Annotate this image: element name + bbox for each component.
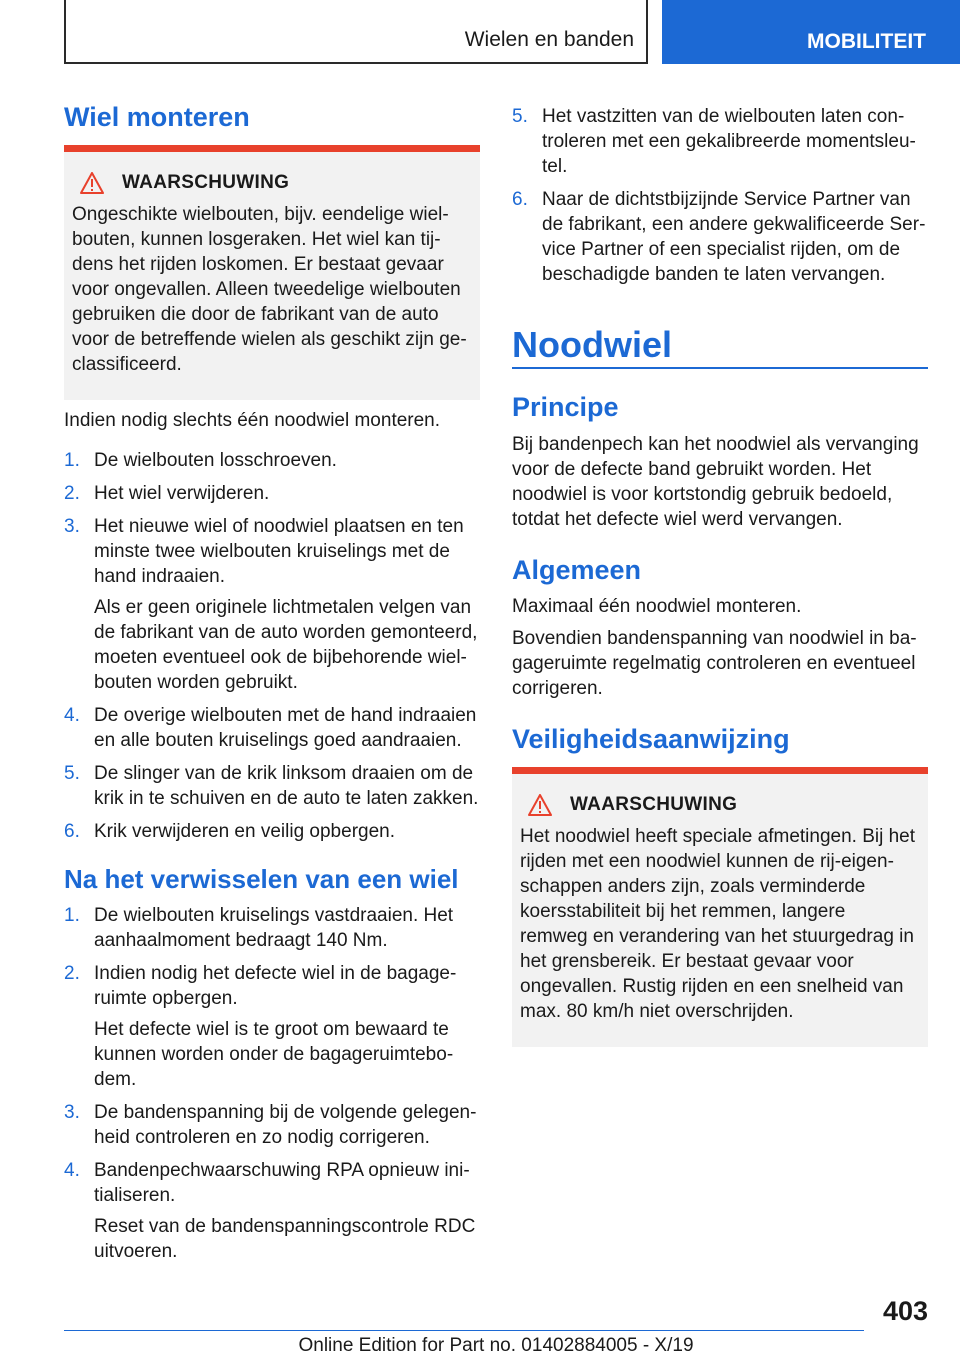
intro-text: Indien nodig slechts één noodwiel monteren. [64,410,441,431]
algemeen-text-1: Maximaal één noodwiel monteren. [512,596,802,617]
heading-na-verwisselen: Na het verwisselen van een wiel [64,864,459,894]
page-number: 403 [882,1296,928,1326]
principe-text: Bij bandenpech kan het noodwiel als vervanging voor de defecte band gebruikt worden. Het noodwiel is voor kortstondig gebruik bedoeld, totdat het defecte wiel werd vervangen. [512,434,919,530]
warning-text: Ongeschikte wielbouten, bijv. eendelige wielbouten, kunnen losgeraken. Het wiel kan tijdens het rijden loskomen. Er bestaat gevaar voor ongevallen. Alleen tweedelige wielbouten gebruiken die door de fabrikant van de auto voor de betreffende wielen als geschikt zijn geclassificeerd. [72,204,467,375]
warning-box-wielbouten [64,145,480,400]
warning-title: WAARSCHUWING [122,172,290,193]
list-item: 4. Bandenpechwaarschuwing RPA opnieuw initialiseren. Reset van de bandenspanningscontrole RDC uitvoeren. [64,1160,476,1262]
list-item: 1. De wielbouten kruiselings vastdraaien. Het aanhaalmoment bedraagt 140 Nm. [64,905,454,951]
list-item: 5. Het vastzitten van de wielbouten laten controleren met een gekalibreerde momentsleutel. [512,106,916,177]
steps-list-continued [512,104,928,295]
list-item: 1. De wielbouten losschroeven. [64,450,337,471]
header-chapter-tab[interactable] [662,0,960,64]
header-chapter-title: MOBILITEIT [807,30,926,53]
list-item: 3. Het nieuwe wiel of noodwiel plaatsen en ten minste twee wielbouten kruiselings met de hand indraaien. Als er geen originele lichtmetalen velgen van de fabrikant van de auto worden gemonteerd, moeten eventueel ook de bijbehorende wielbouten worden gebruikt. [64,516,478,693]
list-item: 2. Het wiel verwijderen. [64,483,270,504]
list-item: 5. De slinger van de krik linksom draaien om de krik in te schuiven en de auto te laten zakken. [64,763,479,809]
list-item: 6. Krik verwijderen en veilig opbergen. [64,821,395,842]
warning-title: WAARSCHUWING [570,794,738,815]
heading-algemeen: Algemeen [512,555,642,585]
heading-rule [512,367,928,369]
footer-edition: Online Edition for Part no. 01402884005 - X/19 [298,1335,694,1356]
heading-noodwiel: Noodwiel [512,324,672,365]
header-section-box [64,0,648,64]
heading-principe: Principe [512,392,619,422]
warning-triangle-icon [528,794,552,816]
header-section-title: Wielen en banden [464,28,634,51]
steps-list-monteren [64,448,480,852]
algemeen-text-2: Bovendien bandenspanning van noodwiel in bagageruimte regelmatig controleren en eventueel corrigeren. [512,628,917,699]
warning-triangle-icon [80,172,104,194]
heading-veiligheidsaanwijzing: Veiligheidsaanwijzing [512,724,790,754]
footer-rule [64,1330,864,1331]
list-item: 3. De bandenspanning bij de volgende gelegenheid controleren en zo nodig corrigeren. [64,1102,477,1148]
steps-list-na-verwisselen [64,903,480,1272]
list-item: 6. Naar de dichtstbijzijnde Service Partner van de fabrikant, een andere gekwalificeerde Service Partner of een specialist rijden, om de beschadigde banden te laten vervangen. [512,189,926,285]
list-item: 4. De overige wielbouten met de hand indraaien en alle bouten kruiselings goed aandraaien. [64,705,477,751]
warning-text: Het noodwiel heeft speciale afmetingen. Bij het rijden met een noodwiel kunnen de rij-eigenschappen anders zijn, zoals verminderde koersstabiliteit bij het remmen, langere remweg en verandering van het stuurgedrag in het grensbereik. Er bestaat gevaar voor ongevallen. Rustig rijden en een snelheid van max. 80 km/h niet overschrijden. [520,826,916,1022]
warning-box-noodwiel [512,767,928,1047]
heading-wiel-monteren: Wiel monteren [64,102,250,132]
list-item: 2. Indien nodig het defecte wiel in de bagageruimte opbergen. Het defecte wiel is te groot om bewaard te kunnen worden onder de bagageruimtebodem. [64,963,457,1090]
